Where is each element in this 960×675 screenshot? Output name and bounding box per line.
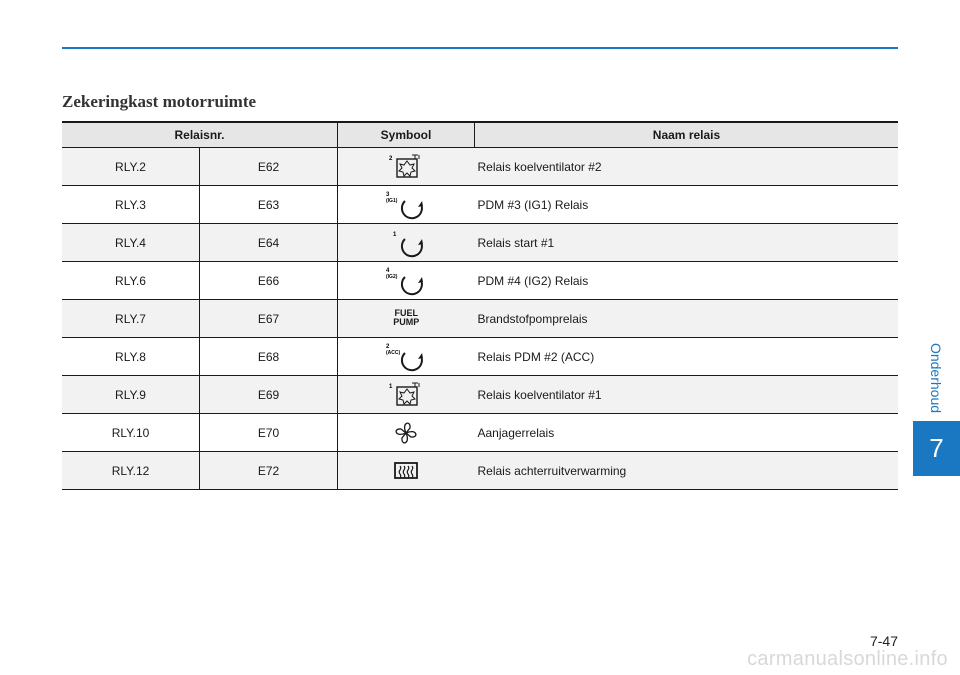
- symbol-number: 3: [386, 191, 390, 198]
- relay-table: [62, 121, 898, 490]
- rear-defrost-icon: [391, 456, 421, 486]
- relay-symbol: [338, 414, 475, 452]
- relay-symbol: [338, 338, 475, 376]
- watermark: carmanualsonline.info: [747, 648, 948, 670]
- relay-number: RLY.4: [62, 224, 200, 262]
- chapter-number-box: 7: [913, 421, 960, 476]
- relay-code: E63: [200, 186, 338, 224]
- chapter-title: Onderhoud: [928, 342, 945, 414]
- header-relay-nr: Relaisnr.: [62, 122, 338, 148]
- relay-name: Brandstofpomprelais: [475, 300, 899, 338]
- relay-number: RLY.10: [62, 414, 200, 452]
- relay-name: Relais koelventilator #2: [475, 148, 899, 186]
- table-header-row: [62, 122, 898, 148]
- relay-code: E64: [200, 224, 338, 262]
- relay-number: RLY.8: [62, 338, 200, 376]
- table-row: [62, 300, 898, 338]
- relay-name: Relais start #1: [475, 224, 899, 262]
- relay-name: PDM #3 (IG1) Relais: [475, 186, 899, 224]
- symbol-subtext: (ACC): [386, 349, 401, 356]
- table-row: [62, 186, 898, 224]
- fuel-label-line1: FUEL: [394, 308, 418, 318]
- relay-code: E72: [200, 452, 338, 490]
- relay-symbol: [338, 300, 475, 338]
- relay-number: RLY.12: [62, 452, 200, 490]
- table-row: [62, 262, 898, 300]
- relay-symbol: [338, 224, 475, 262]
- relay-code: E66: [200, 262, 338, 300]
- section-title: Zekeringkast motorruimte: [62, 92, 257, 111]
- relay-number: RLY.9: [62, 376, 200, 414]
- relay-symbol: [338, 262, 475, 300]
- relay-number: RLY.7: [62, 300, 200, 338]
- relay-symbol: [338, 376, 475, 414]
- table-row: [62, 338, 898, 376]
- symbol-number: 2: [386, 343, 390, 350]
- relay-number: RLY.3: [62, 186, 200, 224]
- symbol-subtext: (IG1): [386, 197, 398, 204]
- header-relay-name: Naam relais: [475, 122, 899, 148]
- relay-symbol: [338, 452, 475, 490]
- relay-name: Relais koelventilator #1: [475, 376, 899, 414]
- relay-code: E62: [200, 148, 338, 186]
- relay-symbol: [338, 186, 475, 224]
- relay-name: Relais achterruitverwarming: [475, 452, 899, 490]
- table-row: [62, 148, 898, 186]
- relay-name: Relais PDM #2 (ACC): [475, 338, 899, 376]
- symbol-number: 2: [389, 155, 393, 162]
- relay-coil-icon: [384, 228, 428, 258]
- relay-code: E70: [200, 414, 338, 452]
- fuel-label-line2: PUMP: [393, 317, 420, 327]
- symbol-number: 1: [393, 231, 397, 238]
- chapter-side-label: [913, 335, 960, 421]
- fan2-icon: [386, 152, 426, 182]
- relay-name: PDM #4 (IG2) Relais: [475, 262, 899, 300]
- relay-coil-icon: [384, 190, 428, 220]
- table-row: [62, 376, 898, 414]
- table-row: [62, 414, 898, 452]
- fuel-pump-label: [393, 309, 419, 327]
- relay-symbol: [338, 148, 475, 186]
- page-number: 7-47: [869, 633, 898, 649]
- fan2-icon: [386, 380, 426, 410]
- relay-name: Aanjagerrelais: [475, 414, 899, 452]
- table-row: [62, 452, 898, 490]
- symbol-number: 4: [386, 267, 390, 274]
- relay-code: E67: [200, 300, 338, 338]
- relay-number: RLY.2: [62, 148, 200, 186]
- blower-fan-icon: [391, 418, 421, 448]
- header-symbol: Symbool: [338, 122, 475, 148]
- top-rule: [62, 47, 898, 49]
- table-row: [62, 224, 898, 262]
- relay-code: E69: [200, 376, 338, 414]
- symbol-number: 1: [389, 383, 393, 390]
- relay-number: RLY.6: [62, 262, 200, 300]
- symbol-subtext: (IG2): [386, 273, 398, 280]
- relay-coil-icon: [384, 342, 428, 372]
- relay-code: E68: [200, 338, 338, 376]
- relay-coil-icon: [384, 266, 428, 296]
